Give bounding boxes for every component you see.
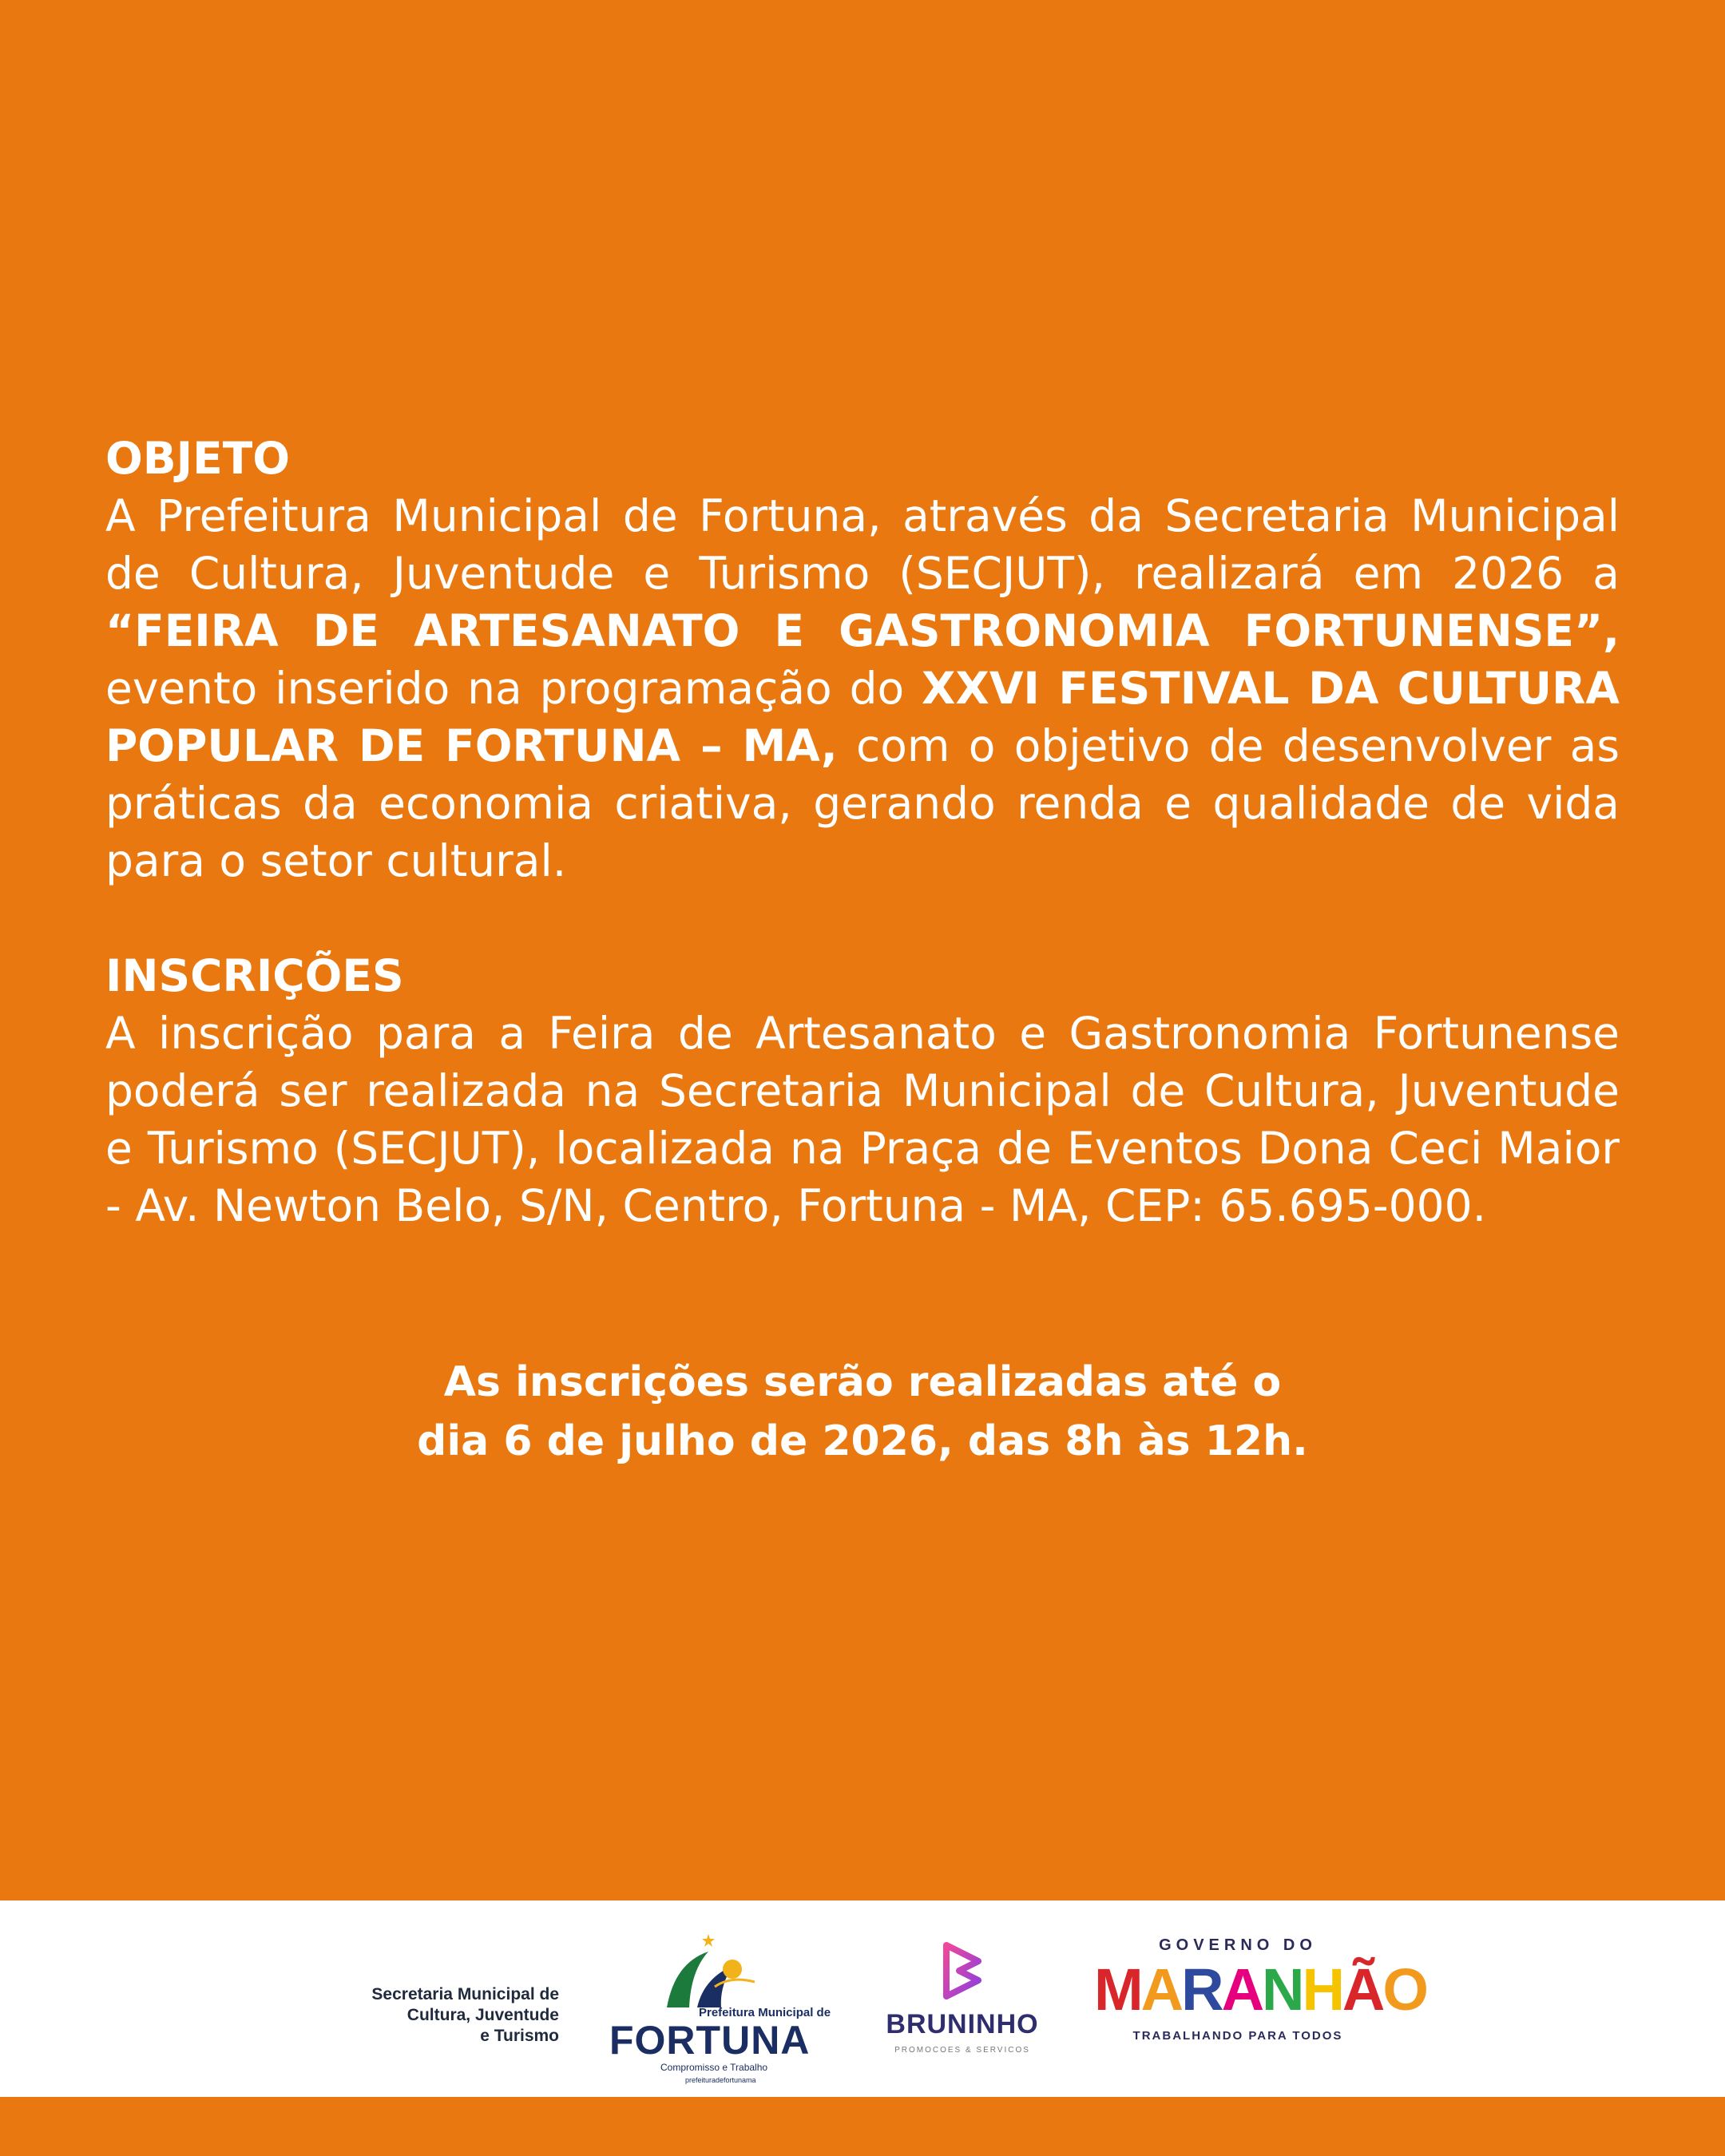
- fortuna-prefeitura-label: Prefeitura Municipal de: [699, 2006, 831, 2019]
- fortuna-slogan: Compromisso e Trabalho: [660, 2062, 768, 2073]
- secretaria-label: [319, 1984, 559, 2047]
- governo-maranhao-logo: [1094, 1936, 1426, 2064]
- fortuna-emblem-icon: [659, 1931, 763, 2011]
- secretaria-line-2: Cultura, Juventude: [406, 2006, 559, 2024]
- inscricoes-heading: INSCRIÇÕES: [105, 950, 404, 1001]
- secretaria-line-1: Secretaria Municipal de: [371, 1985, 559, 2003]
- objeto-heading: OBJETO: [105, 433, 290, 484]
- objeto-festival-name: XXVI FESTIVAL DA CULTURA POPULAR DE FORTUNA – MA,: [105, 663, 1620, 771]
- maranhao-letter: A: [1221, 1956, 1263, 2023]
- maranhao-letter: N: [1262, 1956, 1303, 2023]
- main-content: [105, 430, 1620, 1235]
- bruninho-logo: [866, 1940, 1058, 2060]
- fortuna-logo: [603, 1931, 831, 2084]
- inscricoes-paragraph: A inscrição para a Feira de Artesanato e Gastronomia Fortunense poderá ser realizada na Secretaria Municipal de Cultura, Juventude e Turismo (SECJUT), localizada na Praça de Eventos Dona Ceci Maior - Av. Newton Belo, S/N, Centro, Fortuna - MA, CEP: 65.695-000.: [105, 1008, 1620, 1231]
- objeto-feira-name: “FEIRA DE ARTESANATO E GASTRONOMIA FORTUNENSE”,: [105, 605, 1620, 656]
- maranhao-slogan: TRABALHANDO PARA TODOS: [1132, 2029, 1343, 2043]
- objeto-text-2: evento inserido na programação do: [105, 663, 922, 714]
- fortuna-wordmark: FORTUNA: [609, 2018, 811, 2063]
- secretaria-line-3: e Turismo: [480, 2027, 559, 2045]
- maranhao-letter: R: [1181, 1956, 1222, 2023]
- bruninho-wordmark: BRUNINHO: [886, 2009, 1039, 2039]
- fortuna-social-handle: prefeituradefortunama: [685, 2076, 756, 2084]
- maranhao-wordmark: [1094, 1956, 1426, 2023]
- maranhao-letter: M: [1094, 1956, 1141, 2023]
- governo-do-label: GOVERNO DO: [1159, 1936, 1317, 1954]
- bruninho-subtitle: PROMOCOES & SERVICOS: [894, 2046, 1030, 2055]
- maranhao-letter: O: [1382, 1956, 1426, 2023]
- registration-deadline: [0, 1353, 1725, 1471]
- objeto-text-3: com o objetivo de desenvolver as práticas da economia criativa, gerando renda e qualidade de vida para o setor cultural.: [105, 720, 1620, 886]
- deadline-line-1: As inscrições serão realizadas até o: [443, 1358, 1282, 1406]
- objeto-paragraph: [105, 487, 1620, 890]
- deadline-line-2: dia 6 de julho de 2026, das 8h às 12h.: [417, 1417, 1308, 1465]
- bottom-bar: [0, 2097, 1725, 2156]
- objeto-text-1: A Prefeitura Municipal de Fortuna, através da Secretaria Municipal de Cultura, Juventude e Turismo (SECJUT), realizará em 2026 a: [105, 490, 1620, 599]
- bruninho-play-icon: [938, 1940, 986, 2001]
- maranhao-letter: Ã: [1342, 1956, 1383, 2023]
- sponsor-footer: [0, 1900, 1725, 2097]
- maranhao-letter: H: [1302, 1956, 1342, 2023]
- maranhao-letter: A: [1140, 1956, 1182, 2023]
